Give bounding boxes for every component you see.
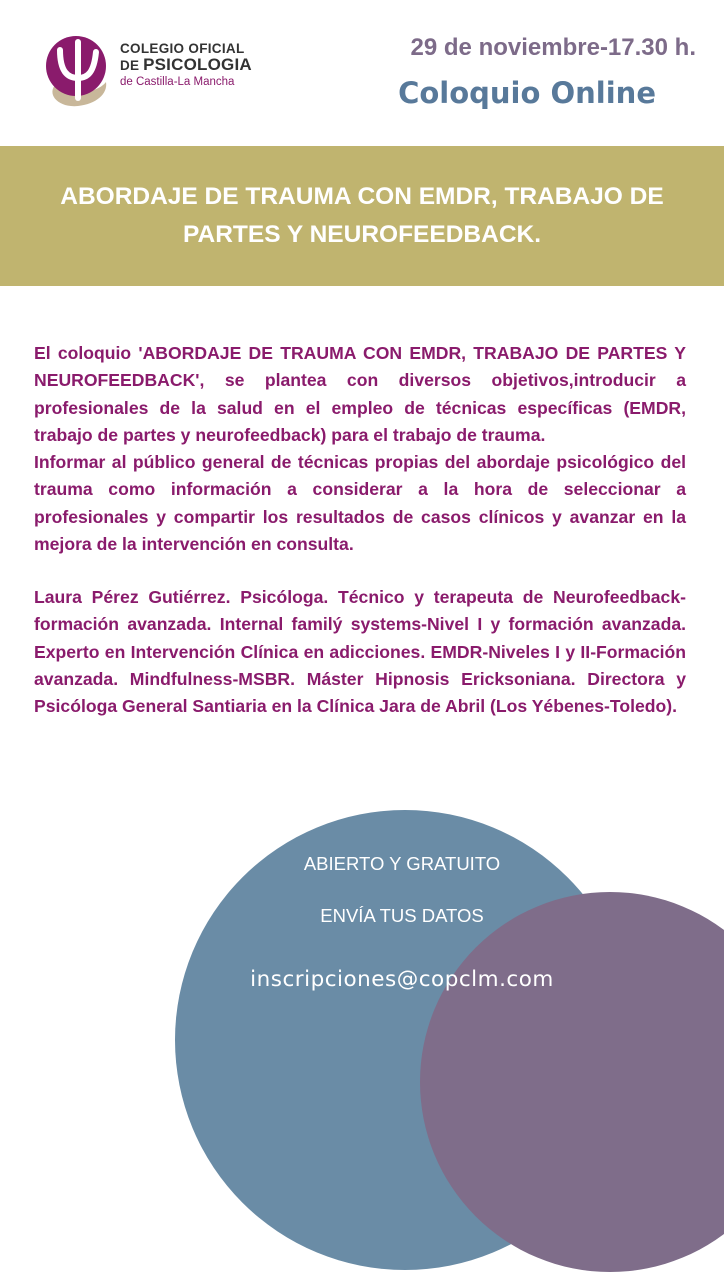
- logo-line-3: de Castilla-La Mancha: [120, 76, 235, 89]
- event-type: Coloquio Online: [398, 76, 656, 110]
- description-paragraph-2: Informar al público general de técnicas propias del abordaje psicológico del trauma como información a considerar a la hora de seleccionar a profesionales y compartir los resultados de casos clínicos y avanzar en la mejora de la intervención en consulta.: [34, 452, 686, 554]
- description: [34, 340, 686, 720]
- event-date: 29 de noviembre-17.30 h.: [410, 34, 696, 61]
- registration-email-link[interactable]: inscripciones@copclm.com: [250, 967, 554, 992]
- send-data-label: ENVÍA TUS DATOS: [320, 905, 484, 926]
- logo-line-2-main: PSICOLOGIA: [143, 55, 252, 75]
- event-title: ABORDAJE DE TRAUMA CON EMDR, TRABAJO DE PARTES Y NEUROFEEDBACK.: [60, 183, 664, 248]
- description-paragraph-1: El coloquio 'ABORDAJE DE TRAUMA CON EMDR, TRABAJO DE PARTES Y NEUROFEEDBACK', se plantea con diversos objetivos,introducir a profesionales de la salud en el empleo de técnicas específicas (EMDR, trabajo de partes y neurofeedback) para el trabajo de trauma.: [34, 343, 686, 445]
- organization-logo: [38, 32, 268, 110]
- title-banner: [0, 146, 724, 286]
- logo-line-2-prefix: DE: [120, 58, 144, 74]
- speaker-bio: Laura Pérez Gutiérrez. Psicóloga. Técnico y terapeuta de Neurofeedback-formación avanzada. Internal familý systems-Nivel I y formación avanzada. Experto en Intervención Clínica en adicciones. EMDR-Niveles I y II-Formación avanzada. Mindfulness-MSBR. Máster Hipnosis Ericksoniana. Directora y Psicóloga General Santiaria en la Clínica Jara de Abril (Los Yébenes-Toledo).: [34, 587, 686, 717]
- logo-line-2: [120, 56, 252, 74]
- free-access-label: ABIERTO Y GRATUITO: [303, 853, 501, 874]
- psi-logo-icon: [38, 32, 118, 110]
- logo-line-1: COLEGIO OFICIAL: [120, 41, 245, 56]
- logo-text: [120, 42, 252, 88]
